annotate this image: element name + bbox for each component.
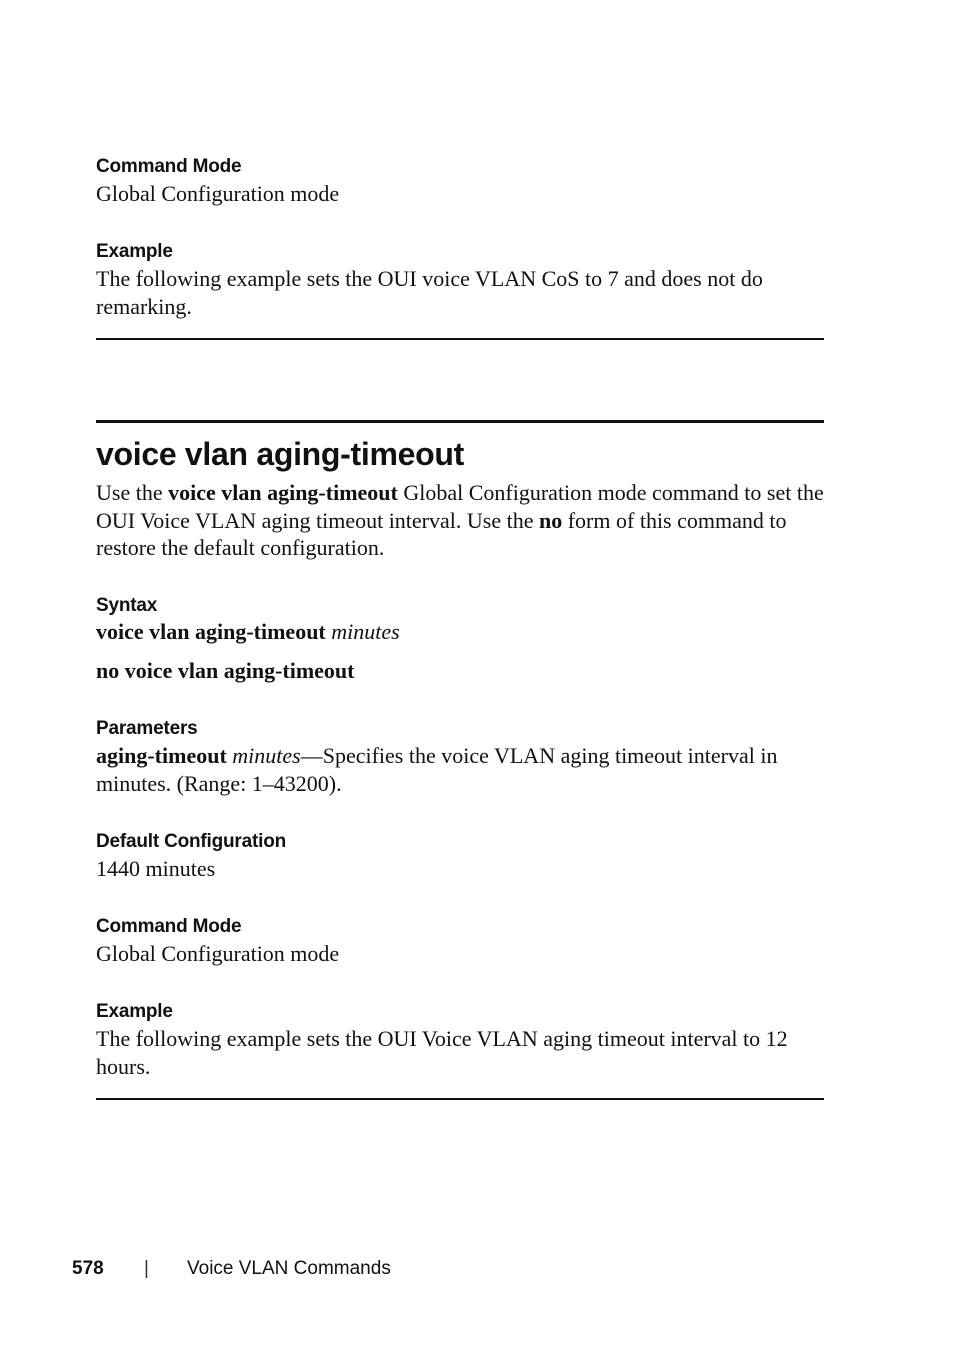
command-mode-text-2: Global Configuration mode [96,941,340,966]
command-mode-heading-2: Command Mode [96,916,242,937]
intro-paragraph [96,479,824,562]
default-configuration-text: 1440 minutes [96,856,216,881]
parameters-heading: Parameters [96,718,198,739]
example-heading: Example [96,241,173,262]
syntax-line-1 [96,618,824,646]
page-number: 578 [72,1258,104,1279]
syntax-heading: Syntax [96,595,158,616]
default-configuration-heading: Default Configuration [96,831,287,852]
example-text: The following example sets the OUI voice VLAN CoS to 7 and does not do remarking. [96,266,763,319]
parameter-desc-text: —Specifies the voice VLAN aging timeout interval in minutes. (Range: 1–43200). [96,743,778,796]
example-text-2: The following example sets the OUI Voice VLAN aging timeout interval to 12 hours. [96,1026,788,1079]
page-title: voice vlan aging-timeout [96,436,464,472]
intro-text-3: form of this command to restore the default configuration. [96,507,787,560]
syntax-argument: minutes [331,619,400,644]
command-mode-text: Global Configuration mode [96,181,340,206]
section-top-rule [96,420,824,423]
parameter-argument: minutes [232,743,301,768]
footer-chapter: Voice VLAN Commands [187,1258,391,1279]
section-end-rule-2 [96,1098,824,1100]
parameter-description [96,742,824,797]
footer-separator: | [144,1258,149,1279]
syntax-line-2 [96,657,824,685]
syntax-command: voice vlan aging-timeout [96,619,326,644]
section-end-rule [96,338,824,340]
command-mode-heading: Command Mode [96,156,242,177]
intro-command: voice vlan aging-timeout [168,480,398,505]
parameter-name: aging-timeout [96,743,227,768]
example-heading-2: Example [96,1001,173,1022]
intro-text-1: Use the [96,480,169,505]
intro-no-keyword: no [538,507,563,533]
syntax-no-command: no voice vlan aging-timeout [96,658,355,683]
intro-text-2: Global Configuration mode command to set the OUI Voice VLAN aging timeout interval. Use the [96,480,824,533]
